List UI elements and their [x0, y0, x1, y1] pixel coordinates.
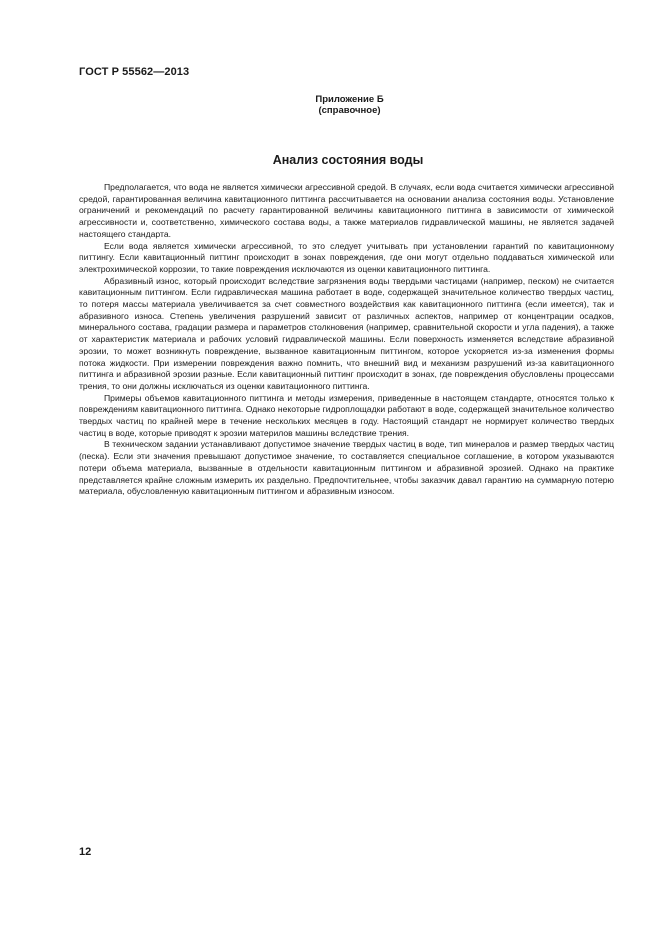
- paragraph: Примеры объемов кавитационного питтинга и методы измерения, приведенные в настоящем стандарте, относятся только к повреждениям кавитационного питтинга. Однако некоторые гидроплощадки работают в воде, содержащей значительное количество твердых частиц по крайней мере в течение нескольких месяцев в году. Настоящий стандарт не нормирует количество твердых частиц в воде, которые приводят к эрозии материлов машины вследствие трения.: [79, 392, 614, 438]
- paragraph: Если вода является химически агрессивной, то это следует учитывать при установлении гарантий по кавитационному питтингу. Если кавитационный питтинг происходит в зонах повреждения, где они могут отдельно поддаваться химической или электрохимической коррозии, то такие повреждения исключаются из оценки кавитационного питтинга.: [79, 240, 614, 274]
- appendix-subtitle: (справочное): [318, 105, 381, 116]
- appendix-title: Приложение Б: [315, 94, 384, 105]
- body-text: [79, 182, 614, 498]
- paragraph: В техническом задании устанавливают допустимое значение твердых частиц в воде, тип минералов и размер твердых частиц (песка). Если эти значения превышают допустимое значение, то составляется специальное соглашение, в котором указываются потери объема материала, вызванные в отдельности кавитационным питтингом и абразивной эрозией. Однако на практике представляется крайне сложным измерить их раздельно. Предпочтительнее, чтобы заказчик давал гарантию на суммарную потерю материала, обусловленную кавитационным питтингом и абразивным износом.: [79, 439, 614, 497]
- section-title: Анализ состояния воды: [272, 153, 424, 167]
- standard-code: ГОСТ Р 55562—2013: [79, 66, 190, 78]
- paragraph: Абразивный износ, который происходит вследствие загрязнения воды твердыми частицами (например, песком) не считается кавитационным питтингом. Если гидравлическая машина работает в воде, содержащей значительное количество твердых частиц, то потеря массы материала увеличивается за счет совместного воздействия как кавитационного питтинга (если имеется), так и абразивного износа. Степень увеличения разрушений зависит от различных аспектов, например от концентрации осадков, минерального состава, градации размера и параметров столкновения (например, сравнительной скорости и угла падения), а также от характеристик материала и рабочих условий гидравлической машины. Если поверхность изменяется вследствие абразивной эрозии, то может возникнуть повреждение, вызванное кавитационным питтингом, которое ускоряется из-за изменения формы потока жидкости. При измерении повреждения важно помнить, что внешний вид и механизм разрушений из-за кавитационного питтинга и абразивной эрозии разные. Если кавитационный питтинг происходит в зонах, где повреждения обусловлены процессами трения, то они должны исключаться из оценки кавитационного питтинга.: [79, 275, 614, 391]
- page-number: 12: [79, 846, 92, 858]
- appendix-heading: [0, 94, 661, 116]
- paragraph: Предполагается, что вода не является химически агрессивной средой. В случаях, если вода считается химически агрессивной средой, гарантированная величина кавитационного питтинга рассчитывается на основании анализа состояния воды. Установление ограничений и рекомендаций по расчету гарантированной величины кавитационного питтинга в зависимости от химической агрессивности и, соответственно, химического состава воды, а также материалов гидравлической машины, не является задачей настоящего стандарта.: [79, 182, 614, 239]
